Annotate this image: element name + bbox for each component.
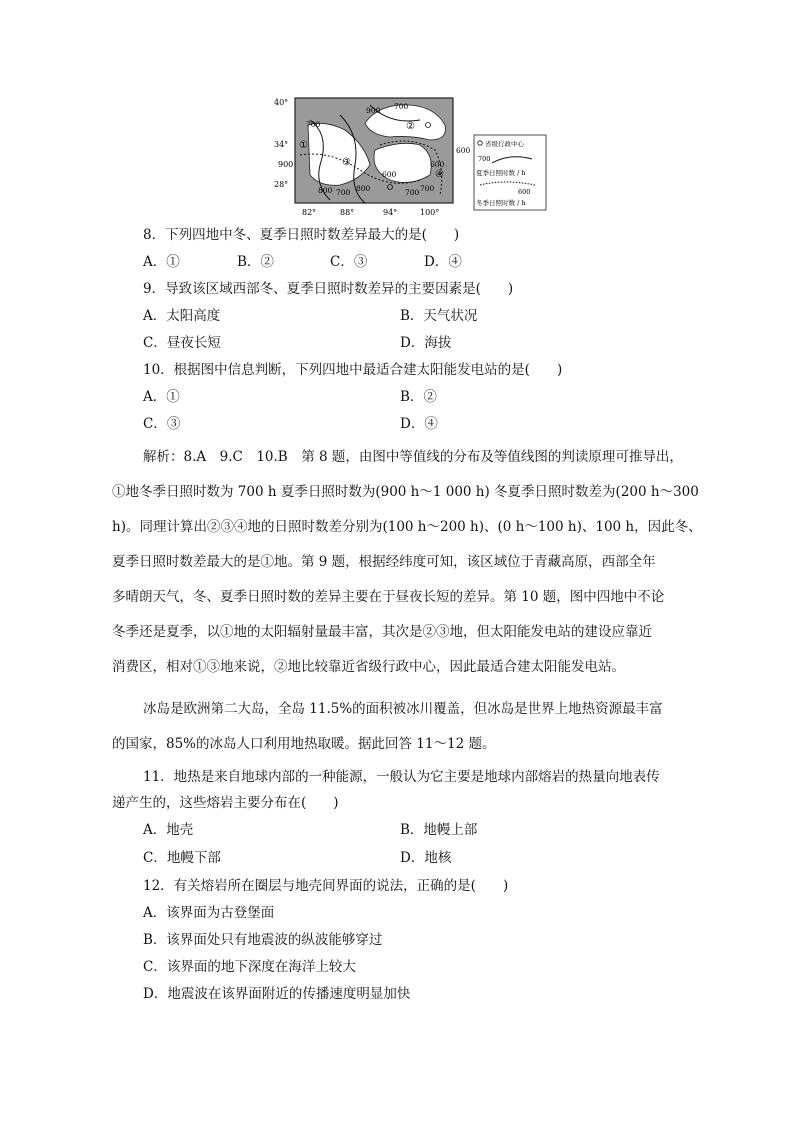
contour-label: 600: [456, 146, 471, 155]
q11-option-c: C．地幔下部: [143, 850, 221, 866]
q11-option-d: D．地核: [400, 850, 452, 866]
map-legend: [474, 135, 546, 210]
lon-label: 94°: [383, 208, 398, 217]
q8-option-c: C．③: [330, 254, 368, 270]
q9-option-b: B．天气状况: [400, 308, 478, 324]
lat-label: 28°: [274, 180, 289, 189]
lon-label: 100°: [420, 208, 440, 217]
intro-line: 的国家，85%的冰岛人口利用地热取暖。据此回答 11～12 题。: [112, 736, 496, 752]
contour-label: 900: [278, 160, 294, 169]
analysis-line: h)。同理计算出②③④地的日照时数差分别为(100 h～200 h)、(0 h～100 h)、100 h，因此冬、: [112, 519, 702, 535]
contour-label: 800: [318, 186, 333, 195]
analysis-line: 消费区，相对①③地来说，②地比较靠近省级行政中心，因此最适合建太阳能发电站。: [112, 659, 625, 675]
site-label: ②: [406, 121, 415, 132]
legend-winter-label: 冬季日照时数 / h: [476, 199, 526, 207]
q12-option-a: A．该界面为古登堡面: [143, 905, 275, 921]
analysis-line: 夏季日照时数差最大的是①地。第 9 题，根据经纬度可知，该区域位于青藏高原，西部全年: [112, 554, 656, 570]
contour-label: 600: [382, 170, 397, 179]
q8-stem: 8．下列四地中冬、夏季日照时数差异最大的是( ): [143, 227, 460, 243]
q8-option-b: B．②: [237, 254, 274, 270]
legend-summer-value: 700: [478, 155, 491, 163]
analysis-line: ①地冬季日照时数为 700 h 夏季日照时数为(900 h～1 000 h) 冬夏季日照时数差为(200 h～300: [112, 484, 699, 500]
lon-label: 88°: [340, 208, 355, 217]
q12-option-d: D．地震波在该界面附近的传播速度明显加快: [143, 986, 411, 1002]
contour-label: 800: [356, 184, 371, 193]
contour-label: 700: [394, 102, 409, 111]
q9-stem: 9．导致该区域西部冬、夏季日照时数差异的主要因素是( ): [143, 281, 514, 297]
site-label: ①: [299, 140, 308, 151]
contour-label: 700: [420, 184, 435, 193]
q9-option-c: C．昼夜长短: [143, 335, 221, 351]
q11-stem-line: 11．地热是来自地球内部的一种能源，一般认为它主要是地球内部熔岩的热量向地表传: [143, 769, 660, 785]
q10-stem: 10．根据图中信息判断，下列四地中最适合建太阳能发电站的是( ): [143, 362, 563, 378]
q11-stem-line: 递产生的，这些熔岩主要分布在( ): [112, 795, 339, 811]
q10-option-d: D．④: [400, 416, 438, 432]
analysis-line: 多晴朗天气，冬、夏季日照时数的差异主要在于昼夜长短的差异。第 10 题，图中四地中不论: [112, 589, 665, 605]
contour-label: 700: [336, 188, 351, 197]
contour-label: 700: [405, 188, 420, 197]
contour-label: 600: [430, 160, 445, 169]
legend-summer-label: 夏季日照时数 / h: [476, 169, 526, 177]
q9-option-a: A．太阳高度: [143, 308, 221, 324]
lat-label: 34°: [274, 140, 289, 149]
q8-option-d: D．④: [424, 254, 462, 270]
contour-label: 900: [366, 106, 381, 115]
analysis-line: 解析：8.A 9.C 10.B 第 8 题，由图中等值线的分布及等值线图的判读原理可推导出，: [143, 449, 683, 465]
q10-option-a: A．①: [143, 389, 180, 405]
analysis-line: 冬季还是夏季，以①地的太阳辐射量最丰富，其次是②③地，但太阳能发电站的建设应靠近: [112, 624, 652, 640]
site-label: ③: [342, 157, 351, 168]
q10-option-c: C．③: [143, 416, 181, 432]
q11-option-b: B．地幔上部: [400, 822, 478, 838]
lat-label: 40°: [274, 98, 289, 107]
lon-label: 82°: [302, 208, 317, 217]
q12-option-c: C．该界面的地下深度在海洋上较大: [143, 959, 356, 975]
site-label: ④: [435, 169, 444, 180]
contour-label: 700: [306, 120, 321, 129]
q12-option-b: B．该界面处只有地震波的纵波能够穿过: [143, 932, 383, 948]
legend-capital: 省级行政中心: [485, 140, 524, 148]
legend-winter-value: 600: [518, 188, 531, 196]
q8-option-a: A．①: [143, 254, 180, 270]
q12-stem: 12．有关熔岩所在圈层与地壳间界面的说法，正确的是( ): [143, 878, 509, 894]
q10-option-b: B．②: [400, 389, 437, 405]
q11-option-a: A．地壳: [143, 822, 194, 838]
q9-option-d: D．海拔: [400, 335, 452, 351]
sunshine-contour-map: [270, 95, 550, 220]
intro-line: 冰岛是欧洲第二大岛，全岛 11.5%的面积被冰川覆盖，但冰岛是世界上地热资源最丰富: [143, 701, 663, 717]
